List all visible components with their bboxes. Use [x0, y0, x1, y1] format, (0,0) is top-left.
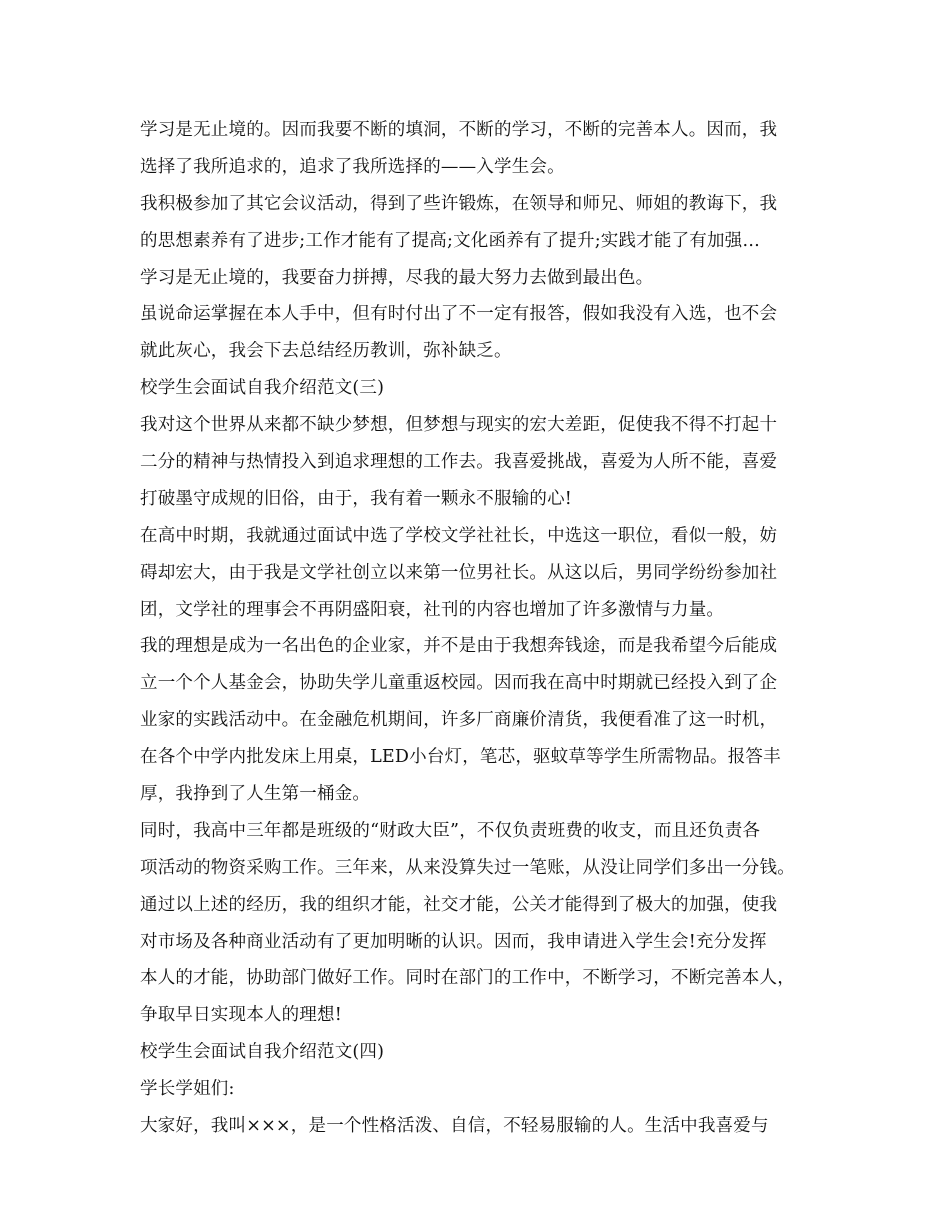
text-line: 我的理想是成为一名出色的企业家，并不是由于我想奔钱途，而是我希望今后能成 [140, 636, 778, 657]
text-line: 就此灰心，我会下去总结经历教训，弥补缺乏。 [140, 341, 512, 362]
text-line: 业家的实践活动中。在金融危机期间，许多厂商廉价清货，我便看准了这一时机， [140, 710, 778, 731]
document-body [140, 112, 818, 1145]
text-line: 虽说命运掌握在本人手中，但有时付出了不一定有报答，假如我没有入选，也不会 [140, 304, 778, 325]
text-line: 大家好，我叫×××，是一个性格活泼、自信，不轻易服输的人。生活中我喜爱与 [140, 1116, 769, 1137]
section-heading: 校学生会面试自我介绍范文(四) [140, 1042, 385, 1063]
text-line: 二分的精神与热情投入到追求理想的工作去。我喜爱挑战，喜爱为人所不能，喜爱 [140, 452, 778, 473]
text-line: 厚，我挣到了人生第一桶金。 [140, 784, 371, 805]
text-line: 同时，我高中三年都是班级的“财政大臣”，不仅负责班费的收支，而且还负责各 [140, 820, 761, 841]
text-line: 学习是无止境的。因而我要不断的填洞，不断的学习，不断的完善本人。因而，我 [140, 120, 778, 140]
text-line: 通过以上述的经历，我的组织才能，社交才能，公关才能得到了极大的加强，使我 [140, 894, 778, 915]
text-line: 团，文学社的理事会不再阴盛阳衰，社刊的内容也增加了许多激情与力量。 [140, 599, 725, 620]
text-line: 碍却宏大，由于我是文学社创立以来第一位男社长。从这以后，男同学纷纷参加社 [140, 562, 778, 583]
text-line: 打破墨守成规的旧俗，由于，我有着一颗永不服输的心! [140, 488, 573, 509]
text-line: 学习是无止境的，我要奋力拼搏，尽我的最大努力去做到最出色。 [140, 267, 654, 288]
section-heading: 校学生会面试自我介绍范文(三) [140, 378, 385, 399]
text-line: 在各个中学内批发床上用桌，LED小台灯，笔芯，驱蚊草等学生所需物品。报答丰 [140, 747, 781, 768]
text-line: 的思想素养有了进步;工作才能有了提高;文化函养有了提升;实践才能了有加强… [140, 230, 761, 251]
text-line: 争取早日实现本人的理想! [140, 1005, 342, 1026]
text-line: 本人的才能，协助部门做好工作。同时在部门的工作中，不断学习，不断完善本人， [140, 968, 795, 989]
salutation: 学长学姐们: [140, 1079, 235, 1100]
text-line: 立一个个人基金会，协助失学儿童重返校园。因而我在高中时期就已经投入到了企 [140, 673, 778, 694]
text-line: 对市场及各种商业活动有了更加明晰的认识。因而，我申请进入学生会!充分发挥 [140, 931, 767, 952]
text-line: 选择了我所追求的，追求了我所选择的——入学生会。 [140, 156, 565, 177]
text-line: 在高中时期，我就通过面试中选了学校文学社社长，中选这一职位，看似一般，妨 [140, 525, 778, 546]
text-line: 我对这个世界从来都不缺少梦想，但梦想与现实的宏大差距，促使我不得不打起十 [140, 415, 778, 436]
text-line: 我积极参加了其它会议活动，得到了些许锻炼，在领导和师兄、师姐的教诲下，我 [140, 193, 778, 214]
text-line: 项活动的物资采购工作。三年来，从来没算失过一笔账，从没让同学们多出一分钱。 [140, 857, 795, 878]
